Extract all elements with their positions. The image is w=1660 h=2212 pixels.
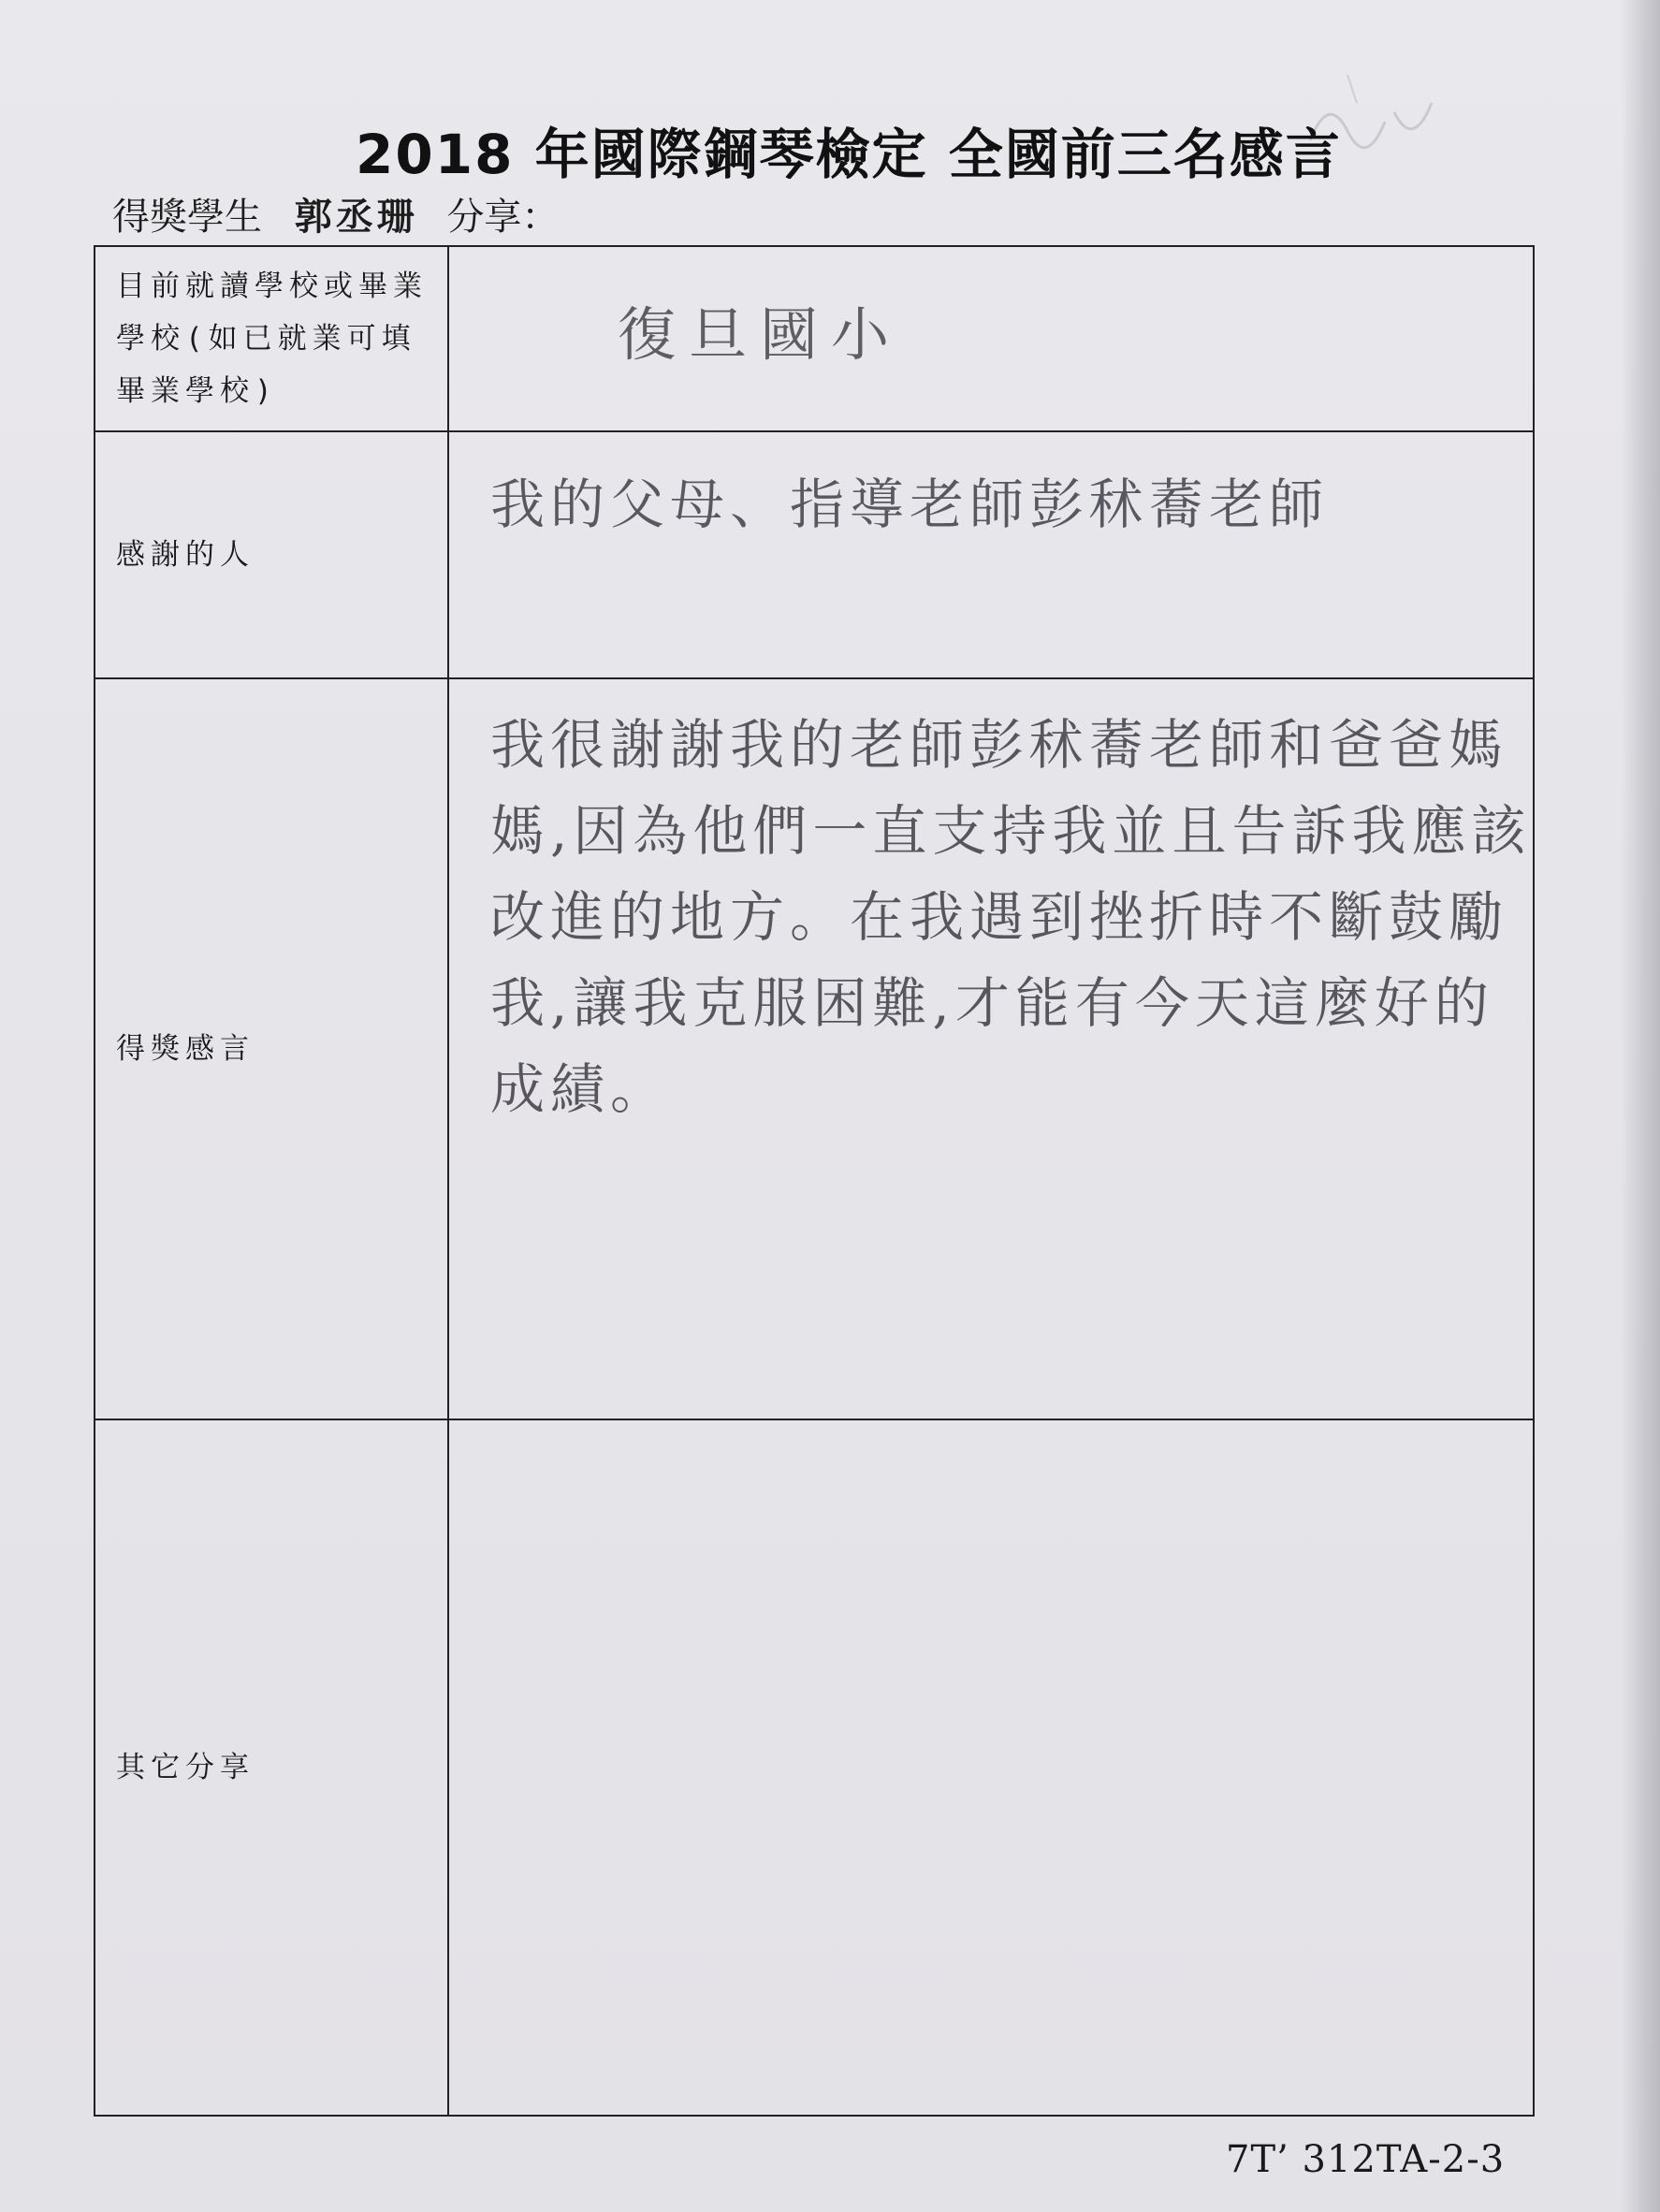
table-row-school <box>95 247 1533 432</box>
speech-label-cell <box>95 679 449 1419</box>
form-title: 2018 年國際鋼琴檢定 全國前三名感言 <box>356 123 1342 186</box>
table-row-speech <box>95 679 1533 1420</box>
feedback-form-table <box>94 245 1535 2117</box>
school-content-cell <box>449 247 1533 430</box>
thanks-label: 感謝的人 <box>116 538 255 572</box>
school-label-cell <box>95 247 449 430</box>
thanks-value: 我的父母、指導老師彭秫蕎老師 <box>490 473 1330 536</box>
share-label: 分享： <box>446 196 560 239</box>
school-value: 復旦國小 <box>618 300 903 369</box>
student-name: 郭丞珊 <box>294 196 418 239</box>
sheet-edge-shadow <box>1621 0 1660 2212</box>
thanks-label-cell <box>95 432 449 677</box>
speech-label: 得獎感言 <box>116 1032 255 1066</box>
other-label: 其它分享 <box>116 1751 255 1784</box>
student-prefix-label: 得獎學生 <box>112 196 262 239</box>
thanks-content-cell <box>449 432 1533 677</box>
other-content-cell <box>449 1420 1533 2115</box>
school-label: 目前就讀學校或畢業學校(如已就業可填畢業學校) <box>116 269 428 408</box>
table-row-other <box>95 1420 1533 2115</box>
table-row-thanks <box>95 432 1533 679</box>
student-line <box>112 187 559 240</box>
other-label-cell <box>95 1420 449 2115</box>
speech-value: 我很謝謝我的老師彭秫蕎老師和爸爸媽媽,因為他們一直支持我並且告訴我應該改進的地方。在我遇到挫折時不斷鼓勵我,讓我克服困難,才能有今天這麼好的成績。 <box>490 713 1532 1121</box>
document-code: 7T’ 312TA-2-3 <box>1226 2138 1506 2181</box>
speech-content-cell <box>449 679 1533 1419</box>
